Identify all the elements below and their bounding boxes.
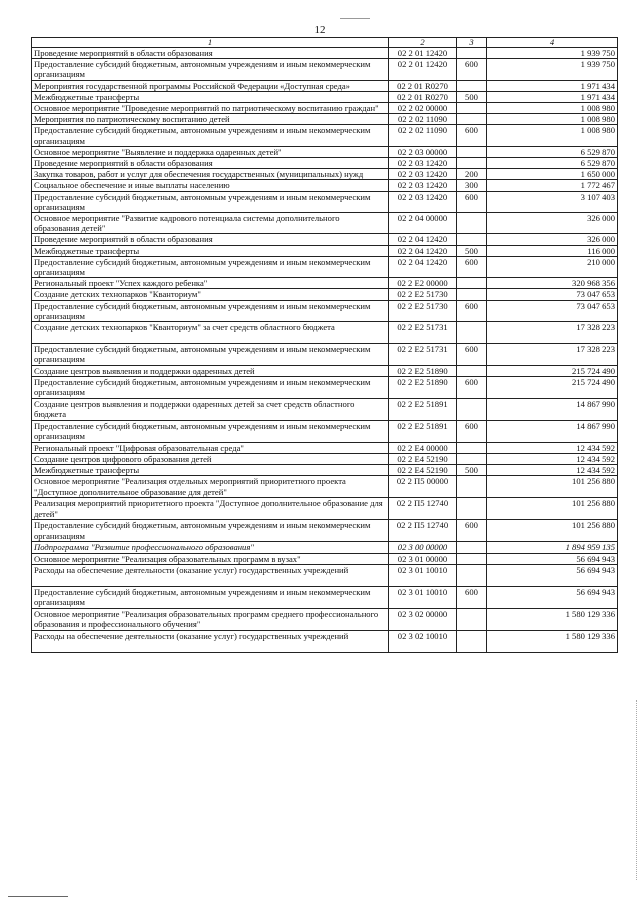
row-sum-cell: 1 971 434 <box>487 91 618 102</box>
row-sum-cell: 210 000 <box>487 256 618 277</box>
row-sum-cell: 12 434 592 <box>487 442 618 453</box>
row-code-cell: 02 2 04 12420 <box>389 245 457 256</box>
table-row <box>32 213 618 234</box>
row-sum-cell: 326 000 <box>487 234 618 245</box>
table-row <box>32 234 618 245</box>
table-row <box>32 322 618 344</box>
table-row <box>32 125 618 146</box>
row-name-cell: Проведение мероприятий в области образования <box>32 158 389 169</box>
row-type-cell <box>457 146 487 157</box>
row-type-cell <box>457 322 487 344</box>
row-name-cell: Основное мероприятие "Реализация образовательных программ в вузах" <box>32 553 389 564</box>
row-type-cell: 600 <box>457 344 487 366</box>
row-name-cell: Расходы на обеспечение деятельности (оказание услуг) государственных учреждений <box>32 630 389 652</box>
row-type-cell <box>457 114 487 125</box>
row-sum-cell: 320 968 356 <box>487 278 618 289</box>
row-type-cell: 600 <box>457 586 487 608</box>
row-name-cell: Подпрограмма "Развитие профессионального образования" <box>32 542 389 553</box>
row-code-cell: 02 2 Е2 51890 <box>389 377 457 398</box>
row-code-cell: 02 2 04 00000 <box>389 213 457 234</box>
row-sum-cell: 73 047 653 <box>487 300 618 321</box>
page-number: 12 <box>314 24 326 36</box>
row-sum-cell: 215 724 490 <box>487 377 618 398</box>
row-type-cell: 600 <box>457 191 487 212</box>
row-code-cell: 02 2 03 00000 <box>389 146 457 157</box>
table-row <box>32 498 618 520</box>
table-row <box>32 377 618 398</box>
row-code-cell: 02 2 Е2 00000 <box>389 278 457 289</box>
row-sum-cell: 1 772 467 <box>487 180 618 191</box>
row-type-cell <box>457 398 487 420</box>
row-code-cell: 02 2 П5 00000 <box>389 476 457 498</box>
row-type-cell: 600 <box>457 256 487 277</box>
row-type-cell: 500 <box>457 245 487 256</box>
table-row <box>32 398 618 420</box>
row-type-cell: 600 <box>457 420 487 442</box>
row-type-cell <box>457 476 487 498</box>
row-name-cell: Предоставление субсидий бюджетным, автономным учреждениям и иным некоммерческим организациям <box>32 520 389 542</box>
row-sum-cell: 1 971 434 <box>487 80 618 91</box>
row-type-cell <box>457 213 487 234</box>
row-name-cell: Основное мероприятие "Развитие кадрового потенциала системы дополнительного образования детей" <box>32 213 389 234</box>
row-code-cell: 02 3 01 00000 <box>389 553 457 564</box>
row-type-cell: 600 <box>457 59 487 80</box>
row-type-cell <box>457 553 487 564</box>
row-type-cell <box>457 498 487 520</box>
row-code-cell: 02 2 Е4 52190 <box>389 453 457 464</box>
row-type-cell: 300 <box>457 180 487 191</box>
table-row <box>32 420 618 442</box>
row-name-cell: Реализация мероприятий приоритетного проекта "Доступное дополнительное образование для детей" <box>32 498 389 520</box>
row-sum-cell: 14 867 990 <box>487 398 618 420</box>
row-name-cell: Основное мероприятие "Проведение мероприятий по патриотическому воспитанию граждан" <box>32 103 389 114</box>
row-sum-cell: 1 008 980 <box>487 125 618 146</box>
row-name-cell: Межбюджетные трансферты <box>32 245 389 256</box>
row-name-cell: Предоставление субсидий бюджетным, автономным учреждениям и иным некоммерческим организациям <box>32 420 389 442</box>
row-name-cell: Предоставление субсидий бюджетным, автономным учреждениям и иным некоммерческим организациям <box>32 586 389 608</box>
table-body <box>32 48 618 653</box>
row-code-cell: 02 2 Е2 51890 <box>389 366 457 377</box>
row-type-cell: 500 <box>457 465 487 476</box>
table-row <box>32 245 618 256</box>
row-name-cell: Основное мероприятие "Реализация образовательных программ среднего профессионального образования и профессионального обучения" <box>32 608 389 630</box>
row-sum-cell: 1 580 129 336 <box>487 608 618 630</box>
table-row <box>32 289 618 300</box>
row-name-cell: Предоставление субсидий бюджетным, автономным учреждениям и иным некоммерческим организациям <box>32 256 389 277</box>
table-row <box>32 586 618 608</box>
row-code-cell: 02 2 Е4 52190 <box>389 465 457 476</box>
row-sum-cell: 3 107 403 <box>487 191 618 212</box>
row-name-cell: Создание центров цифрового образования детей <box>32 453 389 464</box>
row-sum-cell: 326 000 <box>487 213 618 234</box>
row-code-cell: 02 2 Е2 51891 <box>389 420 457 442</box>
row-type-cell: 600 <box>457 125 487 146</box>
row-code-cell: 02 2 02 11090 <box>389 125 457 146</box>
row-type-cell <box>457 103 487 114</box>
row-code-cell: 02 2 03 12420 <box>389 180 457 191</box>
row-sum-cell: 1 008 980 <box>487 103 618 114</box>
row-name-cell: Создание центров выявления и поддержки одаренных детей за счет средств областного бюджета <box>32 398 389 420</box>
row-code-cell: 02 2 03 12420 <box>389 169 457 180</box>
scan-mark <box>8 896 68 897</box>
row-sum-cell: 56 694 943 <box>487 553 618 564</box>
row-code-cell: 02 2 Е4 00000 <box>389 442 457 453</box>
row-code-cell: 02 2 Е2 51891 <box>389 398 457 420</box>
table-row <box>32 476 618 498</box>
row-type-cell: 600 <box>457 300 487 321</box>
column-header-type: 3 <box>457 38 487 48</box>
table-row <box>32 278 618 289</box>
row-code-cell: 02 2 П5 12740 <box>389 498 457 520</box>
row-name-cell: Региональный проект "Успех каждого ребенка" <box>32 278 389 289</box>
row-sum-cell: 14 867 990 <box>487 420 618 442</box>
row-code-cell: 02 2 02 11090 <box>389 114 457 125</box>
row-name-cell: Предоставление субсидий бюджетным, автономным учреждениям и иным некоммерческим организациям <box>32 300 389 321</box>
table-row <box>32 453 618 464</box>
row-name-cell: Межбюджетные трансферты <box>32 465 389 476</box>
table-row <box>32 191 618 212</box>
row-code-cell: 02 2 01 R0270 <box>389 91 457 102</box>
table-row <box>32 158 618 169</box>
table-row <box>32 630 618 652</box>
row-type-cell <box>457 366 487 377</box>
column-header-code: 2 <box>389 38 457 48</box>
row-type-cell <box>457 289 487 300</box>
table-row <box>32 564 618 586</box>
row-name-cell: Предоставление субсидий бюджетным, автономным учреждениям и иным некоммерческим организациям <box>32 125 389 146</box>
row-code-cell: 02 2 04 12420 <box>389 256 457 277</box>
row-sum-cell: 116 000 <box>487 245 618 256</box>
row-sum-cell: 101 256 880 <box>487 520 618 542</box>
column-header-sum: 4 <box>487 38 618 48</box>
row-code-cell: 02 2 03 12420 <box>389 158 457 169</box>
scan-edge-artifact <box>635 700 637 880</box>
row-sum-cell: 1 580 129 336 <box>487 630 618 652</box>
row-type-cell <box>457 80 487 91</box>
table-row <box>32 542 618 553</box>
row-name-cell: Создание детских технопарков "Кванториум" <box>32 289 389 300</box>
table-row <box>32 180 618 191</box>
row-name-cell: Расходы на обеспечение деятельности (оказание услуг) государственных учреждений <box>32 564 389 586</box>
table-row <box>32 366 618 377</box>
row-sum-cell: 17 328 223 <box>487 322 618 344</box>
row-code-cell: 02 3 01 10010 <box>389 586 457 608</box>
table-row <box>32 344 618 366</box>
row-type-cell <box>457 48 487 59</box>
row-code-cell: 02 2 Е2 51731 <box>389 344 457 366</box>
row-code-cell: 02 2 Е2 51730 <box>389 300 457 321</box>
row-code-cell: 02 2 04 12420 <box>389 234 457 245</box>
row-type-cell: 200 <box>457 169 487 180</box>
table-row <box>32 48 618 59</box>
row-code-cell: 02 2 01 12420 <box>389 59 457 80</box>
row-code-cell: 02 2 Е2 51731 <box>389 322 457 344</box>
row-type-cell <box>457 564 487 586</box>
table-row <box>32 256 618 277</box>
row-code-cell: 02 2 01 12420 <box>389 48 457 59</box>
row-code-cell: 02 3 02 10010 <box>389 630 457 652</box>
row-name-cell: Социальное обеспечение и иные выплаты населению <box>32 180 389 191</box>
row-code-cell: 02 3 01 10010 <box>389 564 457 586</box>
table-row <box>32 146 618 157</box>
row-sum-cell: 56 694 943 <box>487 586 618 608</box>
row-sum-cell: 215 724 490 <box>487 366 618 377</box>
row-code-cell: 02 2 Е2 51730 <box>389 289 457 300</box>
row-sum-cell: 73 047 653 <box>487 289 618 300</box>
row-type-cell: 500 <box>457 91 487 102</box>
row-type-cell <box>457 542 487 553</box>
table-row <box>32 169 618 180</box>
table-header-row <box>32 38 618 48</box>
row-name-cell: Основное мероприятие "Выявление и поддержка одаренных детей" <box>32 146 389 157</box>
row-code-cell: 02 2 03 12420 <box>389 191 457 212</box>
row-name-cell: Проведение мероприятий в области образования <box>32 48 389 59</box>
row-name-cell: Предоставление субсидий бюджетным, автономным учреждениям и иным некоммерческим организациям <box>32 344 389 366</box>
row-sum-cell: 1 894 959 135 <box>487 542 618 553</box>
row-sum-cell: 1 939 750 <box>487 48 618 59</box>
table-row <box>32 442 618 453</box>
row-sum-cell: 12 434 592 <box>487 465 618 476</box>
row-name-cell: Предоставление субсидий бюджетным, автономным учреждениям и иным некоммерческим организациям <box>32 59 389 80</box>
row-sum-cell: 12 434 592 <box>487 453 618 464</box>
table-row <box>32 465 618 476</box>
row-type-cell <box>457 158 487 169</box>
row-type-cell <box>457 608 487 630</box>
row-name-cell: Межбюджетные трансферты <box>32 91 389 102</box>
row-type-cell <box>457 630 487 652</box>
scan-mark <box>340 18 370 19</box>
row-code-cell: 02 3 02 00000 <box>389 608 457 630</box>
row-sum-cell: 17 328 223 <box>487 344 618 366</box>
table-row <box>32 520 618 542</box>
row-name-cell: Проведение мероприятий в области образования <box>32 234 389 245</box>
row-sum-cell: 1 650 000 <box>487 169 618 180</box>
table-row <box>32 114 618 125</box>
row-type-cell <box>457 442 487 453</box>
row-name-cell: Мероприятия по патриотическому воспитанию детей <box>32 114 389 125</box>
row-code-cell: 02 3 00 00000 <box>389 542 457 553</box>
row-name-cell: Предоставление субсидий бюджетным, автономным учреждениям и иным некоммерческим организациям <box>32 377 389 398</box>
row-sum-cell: 1 939 750 <box>487 59 618 80</box>
row-name-cell: Основное мероприятие "Реализация отдельных мероприятий приоритетного проекта "Доступное дополнительное образование для детей" <box>32 476 389 498</box>
row-name-cell: Мероприятия государственной программы Российской Федерации «Доступная среда» <box>32 80 389 91</box>
row-name-cell: Создание центров выявления и поддержки одаренных детей <box>32 366 389 377</box>
row-sum-cell: 6 529 870 <box>487 158 618 169</box>
budget-table <box>31 37 618 653</box>
row-type-cell <box>457 453 487 464</box>
row-sum-cell: 101 256 880 <box>487 498 618 520</box>
row-code-cell: 02 2 П5 12740 <box>389 520 457 542</box>
table-row <box>32 91 618 102</box>
table-row <box>32 608 618 630</box>
row-sum-cell: 6 529 870 <box>487 146 618 157</box>
row-type-cell <box>457 278 487 289</box>
table-row <box>32 300 618 321</box>
row-code-cell: 02 2 01 R0270 <box>389 80 457 91</box>
row-sum-cell: 56 694 943 <box>487 564 618 586</box>
table-row <box>32 59 618 80</box>
row-sum-cell: 101 256 880 <box>487 476 618 498</box>
row-name-cell: Создание детских технопарков "Кванториум" за счет средств областного бюджета <box>32 322 389 344</box>
table-row <box>32 103 618 114</box>
column-header-name: 1 <box>32 38 389 48</box>
row-sum-cell: 1 008 980 <box>487 114 618 125</box>
table-row <box>32 80 618 91</box>
table-row <box>32 553 618 564</box>
row-name-cell: Региональный проект "Цифровая образовательная среда" <box>32 442 389 453</box>
row-type-cell: 600 <box>457 377 487 398</box>
row-type-cell <box>457 234 487 245</box>
row-type-cell: 600 <box>457 520 487 542</box>
row-code-cell: 02 2 02 00000 <box>389 103 457 114</box>
row-name-cell: Предоставление субсидий бюджетным, автономным учреждениям и иным некоммерческим организациям <box>32 191 389 212</box>
row-name-cell: Закупка товаров, работ и услуг для обеспечения государственных (муниципальных) нужд <box>32 169 389 180</box>
